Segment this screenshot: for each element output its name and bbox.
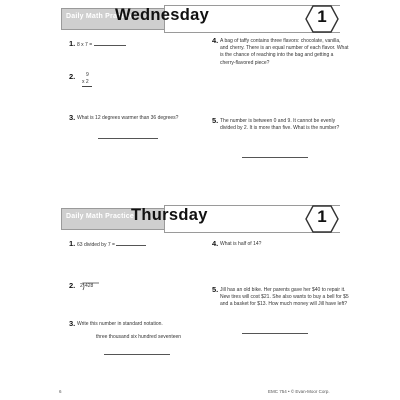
question-text: 63 divided by 7 =	[77, 242, 115, 248]
week-number: 1	[317, 7, 327, 26]
divisor: 2	[80, 283, 83, 289]
multiplicand: 9	[86, 72, 89, 78]
question-number: 4.	[212, 239, 219, 248]
question-number: 3.	[69, 113, 76, 122]
answer-line[interactable]	[98, 138, 158, 139]
answer-blank[interactable]	[94, 41, 126, 46]
question-3	[69, 113, 197, 122]
question-subtext: three thousand six hundred seventeen	[96, 334, 182, 340]
thursday-header	[61, 205, 338, 233]
question-number: 1.	[69, 39, 76, 48]
question-number: 5.	[212, 116, 219, 125]
question-5	[212, 285, 350, 309]
question-text: A bag of taffy contains three flavors: chocolate, vanilla, and cherry. There is an equal number of each flavor. What is the chance of reaching into the bag and getting a cherry-flavored piece?	[220, 38, 349, 66]
dividend: 428	[85, 283, 94, 289]
copyright: EMC 754 • © Evan-Moor Corp.	[268, 389, 330, 394]
header-label: Daily Math Practice	[66, 213, 134, 220]
answer-blank[interactable]	[116, 241, 146, 246]
answer-line[interactable]	[242, 333, 308, 334]
question-number: 4.	[212, 36, 219, 45]
question-text: What is half of 14?	[220, 241, 262, 247]
answer-line[interactable]	[104, 354, 170, 355]
multiplier: x 2	[82, 79, 92, 87]
question-text: Jill has an old bike. Her parents gave her $40 to repair it. New tires will cost $21. She also wants to buy a bell for $5 and a basket for $13. How much money will Jill have left?	[220, 287, 349, 308]
question-text: Write this number in standard notation.	[77, 321, 163, 327]
question-text: The number is between 0 and 9. It cannot be evenly divided by 2. It is more than five. What is the number?	[220, 118, 340, 132]
week-number: 1	[317, 207, 327, 226]
question-4	[212, 239, 350, 248]
answer-line[interactable]	[242, 157, 308, 158]
question-text: 8 x 7 =	[77, 42, 93, 48]
question-1	[69, 39, 197, 49]
question-1	[69, 239, 197, 249]
question-3-subtext	[96, 334, 206, 341]
question-number: 2.	[69, 72, 76, 81]
question-4	[212, 36, 350, 67]
header-label: Daily Math Practice	[66, 13, 134, 20]
question-3	[69, 319, 207, 328]
question-number: 3.	[69, 319, 76, 328]
question-number: 2.	[69, 281, 76, 290]
page-number: 6	[59, 389, 62, 394]
day-title: Thursday	[131, 206, 208, 224]
wednesday-header	[61, 5, 338, 33]
question-5	[212, 116, 347, 132]
question-text: What is 12 degrees warmer than 36 degrees?	[77, 115, 179, 121]
question-number: 1.	[69, 239, 76, 248]
day-title: Wednesday	[115, 6, 210, 24]
question-number: 5.	[212, 285, 219, 294]
